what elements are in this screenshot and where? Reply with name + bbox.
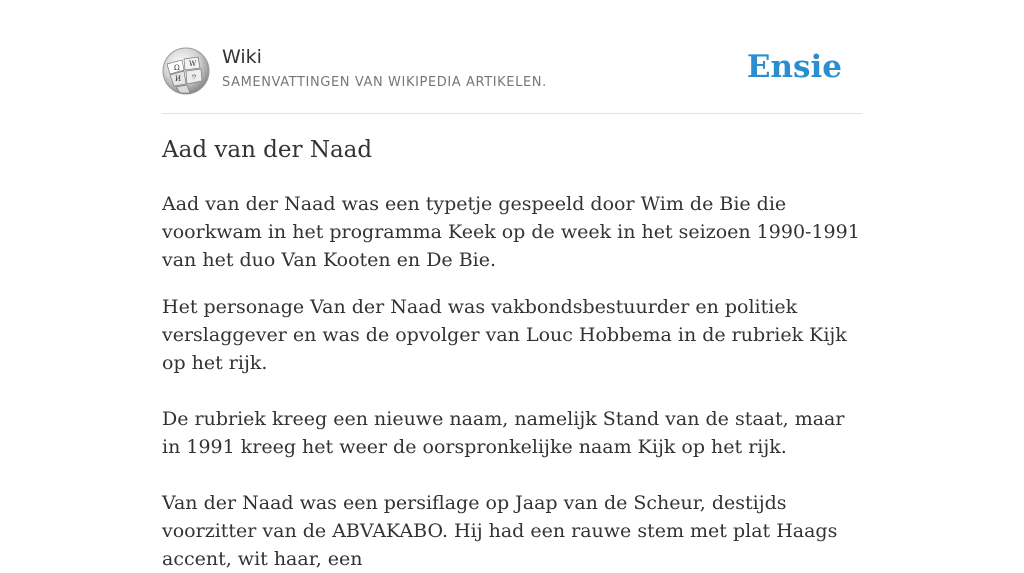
article-paragraph: Aad van der Naad was een typetje gespeeld door Wim de Bie die voorkwam in het programma Keek op de week in het seizoen 1990-1991 van het duo Van Kooten en De Bie. — [162, 193, 860, 271]
svg-text:И: И — [175, 75, 182, 83]
site-tagline: SAMENVATTINGEN VAN WIKIPEDIA ARTIKELEN. — [222, 75, 547, 90]
site-name[interactable]: Wiki — [222, 46, 262, 68]
svg-text:Ω: Ω — [174, 64, 180, 72]
article-title: Aad van der Naad — [162, 137, 373, 163]
wikipedia-globe-icon[interactable] — [162, 46, 210, 96]
site-header — [162, 0, 862, 114]
svg-text:ウ: ウ — [191, 74, 198, 81]
ensie-logo[interactable]: Ensie — [746, 49, 842, 85]
article-paragraph: Het personage Van der Naad was vakbondsbestuurder en politiek verslaggever en was de opvolger van Louc Hobbema in de rubriek Kijk op het rijk. — [162, 296, 847, 374]
article-paragraph: Van der Naad was een persiflage op Jaap van de Scheur, destijds voorzitter van de ABVAKABO. Hij had een rauwe stem met plat Haags accent, wit haar, een — [162, 492, 838, 570]
svg-text:W: W — [189, 60, 197, 68]
article-paragraph: De rubriek kreeg een nieuwe naam, namelijk Stand van de staat, maar in 1991 kreeg het weer de oorspronkelijke naam Kijk op het rijk. — [162, 408, 845, 458]
article-body — [162, 190, 868, 573]
page — [162, 0, 862, 570]
